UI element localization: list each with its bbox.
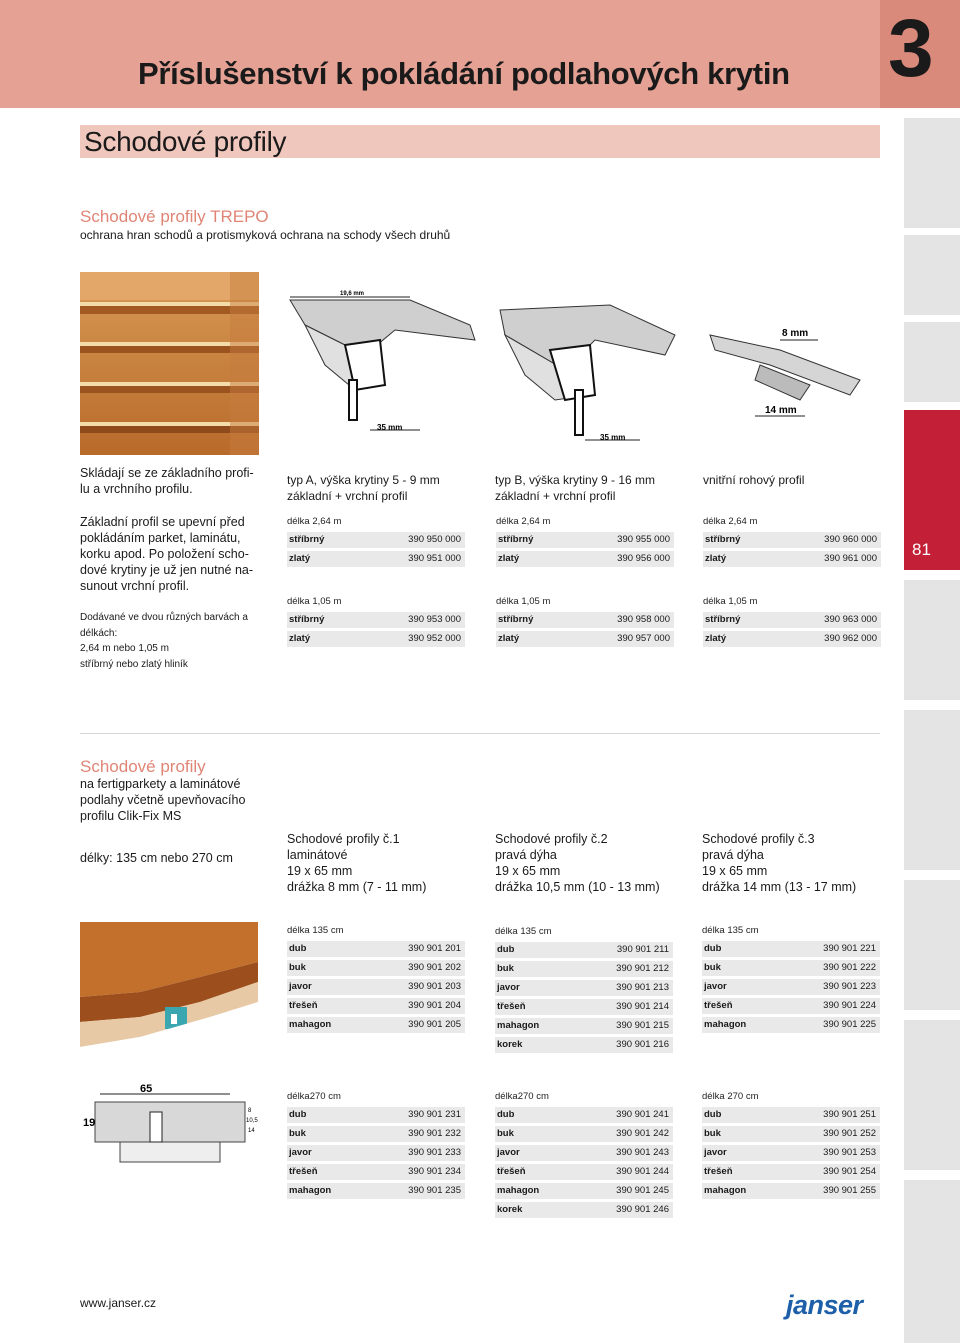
wood-name: buk bbox=[704, 962, 721, 973]
text-line: lu a vrchního profilu. bbox=[80, 482, 193, 496]
text-line: základní + vrchní profil bbox=[287, 489, 408, 503]
side-tab bbox=[904, 1180, 960, 1343]
article-code: 390 901 223 bbox=[823, 981, 876, 992]
chapter-number: 3 bbox=[888, 3, 934, 94]
text-line: sunout vrchní profil. bbox=[80, 579, 190, 593]
text-line: Schodové profily č.2 bbox=[495, 832, 608, 846]
length-label: délka 135 cm bbox=[287, 925, 344, 936]
length-label: délka 1,05 m bbox=[496, 596, 551, 607]
wood-name: třešeň bbox=[289, 1166, 318, 1177]
chapter-title: Příslušenství k pokládání podlahových krytin bbox=[138, 56, 790, 91]
table-row bbox=[495, 999, 673, 1015]
length-label: délka 135 cm bbox=[495, 926, 552, 937]
table-row bbox=[287, 612, 465, 628]
section-divider bbox=[80, 733, 880, 734]
wood-name: dub bbox=[497, 1109, 515, 1120]
table-row bbox=[495, 1145, 673, 1161]
trepo-intro bbox=[80, 465, 254, 497]
table-row bbox=[495, 942, 673, 958]
dim-label: 65 bbox=[140, 1083, 153, 1095]
text-line: Skládají se ze základního profi- bbox=[80, 466, 254, 480]
article-code: 390 901 216 bbox=[616, 1039, 669, 1050]
color-name: zlatý bbox=[498, 633, 520, 644]
article-code: 390 901 202 bbox=[408, 962, 461, 973]
color-name: zlatý bbox=[705, 553, 727, 564]
text-line: typ A, výška krytiny 5 - 9 mm bbox=[287, 473, 440, 487]
article-code: 390 901 203 bbox=[408, 981, 461, 992]
wood-name: třešeň bbox=[497, 1166, 526, 1177]
article-code: 390 901 224 bbox=[823, 1000, 876, 1011]
table-row bbox=[702, 979, 880, 995]
table-row bbox=[287, 1126, 465, 1142]
text-line: Schodové profily č.1 bbox=[287, 832, 400, 846]
color-name: stříbrný bbox=[289, 614, 325, 625]
table-row bbox=[287, 1145, 465, 1161]
wood-name: javor bbox=[704, 981, 727, 992]
table-row bbox=[287, 941, 465, 957]
table-row bbox=[702, 960, 880, 976]
article-code: 390 958 000 bbox=[617, 614, 670, 625]
color-name: stříbrný bbox=[705, 534, 741, 545]
text-line: stříbrný nebo zlatý hliník bbox=[80, 658, 188, 670]
side-tab bbox=[904, 710, 960, 870]
text-line: pravá dýha bbox=[702, 848, 764, 862]
table-270-profile-1 bbox=[287, 1087, 465, 1202]
color-name: stříbrný bbox=[498, 534, 534, 545]
profile-drawing-corner bbox=[700, 320, 880, 420]
text-line: drážka 8 mm (7 - 11 mm) bbox=[287, 880, 427, 894]
trepo-subtitle: ochrana hran schodů a protismyková ochrana na schody všech druhů bbox=[80, 228, 451, 242]
dim-label: 14 bbox=[248, 1128, 255, 1134]
text-line: laminátové bbox=[287, 848, 348, 862]
article-code: 390 901 232 bbox=[408, 1128, 461, 1139]
text-line: délkách: bbox=[80, 627, 118, 639]
table-row bbox=[496, 612, 674, 628]
side-tab bbox=[904, 118, 960, 228]
article-code: 390 951 000 bbox=[408, 553, 461, 564]
article-code: 390 901 241 bbox=[616, 1109, 669, 1120]
length-label: délka 2,64 m bbox=[703, 516, 758, 527]
article-code: 390 953 000 bbox=[408, 614, 461, 625]
article-code: 390 901 251 bbox=[823, 1109, 876, 1120]
table-row bbox=[703, 551, 881, 567]
wood-name: javor bbox=[497, 1147, 520, 1158]
side-tab bbox=[904, 235, 960, 315]
article-code: 390 901 233 bbox=[408, 1147, 461, 1158]
text-line: korku apod. Po položení scho- bbox=[80, 547, 249, 561]
article-code: 390 901 253 bbox=[823, 1147, 876, 1158]
wood-name: buk bbox=[289, 1128, 306, 1139]
article-code: 390 901 205 bbox=[408, 1019, 461, 1030]
table-135-profile-1 bbox=[287, 921, 465, 1036]
table-row bbox=[495, 1107, 673, 1123]
dim-label: 35 mm bbox=[377, 423, 403, 432]
side-tab bbox=[904, 580, 960, 700]
article-code: 390 901 235 bbox=[408, 1185, 461, 1196]
wood-profile-photo bbox=[80, 922, 258, 1072]
table-row bbox=[702, 998, 880, 1014]
article-code: 390 961 000 bbox=[824, 553, 877, 564]
table-row bbox=[287, 979, 465, 995]
clickfix-title: Schodové profily bbox=[80, 757, 206, 776]
table-row bbox=[702, 1183, 880, 1199]
table-row bbox=[495, 961, 673, 977]
table-row bbox=[703, 631, 881, 647]
text-line: 19 x 65 mm bbox=[495, 864, 561, 878]
col-a-heading bbox=[287, 472, 440, 504]
table-row bbox=[703, 532, 881, 548]
wood-name: mahagon bbox=[704, 1185, 747, 1196]
wood-name: dub bbox=[289, 943, 307, 954]
wood-name: třešeň bbox=[497, 1001, 526, 1012]
table-135-profile-3 bbox=[702, 921, 880, 1036]
article-code: 390 901 204 bbox=[408, 1000, 461, 1011]
text-line: na fertigparkety a laminátové bbox=[80, 777, 241, 791]
text-line: 19 x 65 mm bbox=[702, 864, 768, 878]
wood-name: mahagon bbox=[704, 1019, 747, 1030]
table-row bbox=[495, 1037, 673, 1053]
color-name: stříbrný bbox=[498, 614, 534, 625]
wood-name: buk bbox=[497, 963, 514, 974]
text-line: vnitřní rohový profil bbox=[703, 473, 805, 487]
color-name: zlatý bbox=[289, 553, 311, 564]
wood-name: dub bbox=[497, 944, 515, 955]
table-row bbox=[287, 532, 465, 548]
article-code: 390 901 221 bbox=[823, 943, 876, 954]
article-code: 390 901 222 bbox=[823, 962, 876, 973]
trepo-title: Schodové profily TREPO bbox=[80, 207, 269, 226]
article-code: 390 950 000 bbox=[408, 534, 461, 545]
trepo-table-corner-105 bbox=[703, 592, 881, 650]
col-b-heading bbox=[495, 472, 655, 504]
table-row bbox=[287, 1017, 465, 1033]
article-code: 390 955 000 bbox=[617, 534, 670, 545]
table-row bbox=[287, 960, 465, 976]
length-label: délka 2,64 m bbox=[287, 516, 342, 527]
article-code: 390 957 000 bbox=[617, 633, 670, 644]
article-code: 390 901 231 bbox=[408, 1109, 461, 1120]
trepo-table-b-105 bbox=[496, 592, 674, 650]
wood-name: třešeň bbox=[704, 1000, 733, 1011]
table-135-profile-2 bbox=[495, 922, 673, 1056]
article-code: 390 901 243 bbox=[616, 1147, 669, 1158]
profile-drawing-type-a bbox=[285, 285, 485, 440]
length-label: délka 135 cm bbox=[702, 925, 759, 936]
stairs-photo bbox=[80, 272, 259, 455]
wood-name: buk bbox=[704, 1128, 721, 1139]
text-line: typ B, výška krytiny 9 - 16 mm bbox=[495, 473, 656, 487]
article-code: 390 901 255 bbox=[823, 1185, 876, 1196]
color-name: zlatý bbox=[705, 633, 727, 644]
text-line: Základní profil se upevní před bbox=[80, 515, 245, 529]
table-row bbox=[703, 612, 881, 628]
article-code: 390 901 234 bbox=[408, 1166, 461, 1177]
article-code: 390 901 211 bbox=[616, 944, 669, 955]
trepo-table-a-105 bbox=[287, 592, 465, 650]
table-row bbox=[495, 1183, 673, 1199]
dim-label: 10,5 bbox=[246, 1118, 258, 1124]
page-number: 81 bbox=[912, 540, 931, 559]
color-name: stříbrný bbox=[705, 614, 741, 625]
wood-name: javor bbox=[704, 1147, 727, 1158]
table-row bbox=[702, 1126, 880, 1142]
text-line: Dodávané ve dvou různých barvách a bbox=[80, 612, 248, 623]
dim-label: 19,6 mm bbox=[340, 291, 365, 297]
color-name: stříbrný bbox=[289, 534, 325, 545]
color-name: zlatý bbox=[498, 553, 520, 564]
profile-drawing-type-b bbox=[495, 295, 695, 445]
table-row bbox=[287, 551, 465, 567]
table-row bbox=[287, 1164, 465, 1180]
wood-name: třešeň bbox=[704, 1166, 733, 1177]
length-label: délka 1,05 m bbox=[287, 596, 342, 607]
table-row bbox=[702, 1017, 880, 1033]
article-code: 390 901 254 bbox=[823, 1166, 876, 1177]
article-code: 390 901 212 bbox=[616, 963, 669, 974]
text-line: 2,64 m nebo 1,05 m bbox=[80, 643, 169, 654]
article-code: 390 901 215 bbox=[616, 1020, 669, 1031]
wood-name: korek bbox=[497, 1039, 523, 1050]
table-row bbox=[287, 1107, 465, 1123]
wood-name: javor bbox=[289, 1147, 312, 1158]
text-line: pravá dýha bbox=[495, 848, 557, 862]
wood-name: buk bbox=[289, 962, 306, 973]
table-row bbox=[702, 941, 880, 957]
text-line: drážka 10,5 mm (10 - 13 mm) bbox=[495, 880, 660, 894]
table-row bbox=[495, 1164, 673, 1180]
article-code: 390 960 000 bbox=[824, 534, 877, 545]
table-row bbox=[702, 1107, 880, 1123]
clickfix-subtitle bbox=[80, 776, 245, 824]
text-line: drážka 14 mm (13 - 17 mm) bbox=[702, 880, 857, 894]
wood-name: javor bbox=[289, 981, 312, 992]
wood-name: korek bbox=[497, 1204, 523, 1215]
wood-name: dub bbox=[289, 1109, 307, 1120]
article-code: 390 901 201 bbox=[408, 943, 461, 954]
length-label: délka 270 cm bbox=[702, 1091, 759, 1102]
article-code: 390 956 000 bbox=[617, 553, 670, 564]
wood-name: dub bbox=[704, 943, 722, 954]
wood-name: buk bbox=[497, 1128, 514, 1139]
wood-name: třešeň bbox=[289, 1000, 318, 1011]
dim-label: 8 bbox=[248, 1108, 252, 1114]
text-line: základní + vrchní profil bbox=[495, 489, 616, 503]
article-code: 390 901 245 bbox=[616, 1185, 669, 1196]
clickfix-lengths: délky: 135 cm nebo 270 cm bbox=[80, 851, 233, 865]
wood-name: mahagon bbox=[289, 1019, 332, 1030]
table-row bbox=[702, 1164, 880, 1180]
side-tab bbox=[904, 880, 960, 1010]
table-row bbox=[287, 631, 465, 647]
table-row bbox=[495, 1202, 673, 1218]
table-row bbox=[496, 532, 674, 548]
profile-2-desc bbox=[495, 831, 660, 895]
profile-1-desc bbox=[287, 831, 426, 895]
text-line: podlahy včetně upevňovacího bbox=[80, 793, 246, 807]
text-line: dové krytiny je už jen nutné na- bbox=[80, 563, 254, 577]
article-code: 390 963 000 bbox=[824, 614, 877, 625]
table-row bbox=[496, 631, 674, 647]
section-title: Schodové profily bbox=[84, 126, 287, 157]
table-row bbox=[495, 1018, 673, 1034]
dim-label: 14 mm bbox=[765, 405, 797, 416]
col-corner-heading bbox=[703, 472, 804, 488]
trepo-table-a-264 bbox=[287, 512, 465, 570]
article-code: 390 901 213 bbox=[616, 982, 669, 993]
table-row bbox=[496, 551, 674, 567]
length-label: délka270 cm bbox=[287, 1091, 341, 1102]
article-code: 390 952 000 bbox=[408, 633, 461, 644]
trepo-table-corner-264 bbox=[703, 512, 881, 570]
table-270-profile-2 bbox=[495, 1087, 673, 1221]
article-code: 390 962 000 bbox=[824, 633, 877, 644]
text-line: profilu Clik-Fix MS bbox=[80, 809, 182, 823]
trepo-note bbox=[80, 610, 248, 672]
wood-name: mahagon bbox=[289, 1185, 332, 1196]
trepo-description bbox=[80, 514, 253, 594]
trepo-table-b-264 bbox=[496, 512, 674, 570]
profile-cross-section-drawing bbox=[80, 1082, 260, 1167]
dim-label: 8 mm bbox=[782, 328, 809, 339]
text-line: 19 x 65 mm bbox=[287, 864, 353, 878]
wood-name: mahagon bbox=[497, 1020, 540, 1031]
wood-name: javor bbox=[497, 982, 520, 993]
table-row bbox=[495, 980, 673, 996]
wood-name: mahagon bbox=[497, 1185, 540, 1196]
length-label: délka 2,64 m bbox=[496, 516, 551, 527]
dim-label: 19 bbox=[83, 1117, 96, 1129]
article-code: 390 901 252 bbox=[823, 1128, 876, 1139]
article-code: 390 901 246 bbox=[616, 1204, 669, 1215]
table-row bbox=[287, 1183, 465, 1199]
table-row bbox=[287, 998, 465, 1014]
dim-label: 35 mm bbox=[600, 433, 626, 442]
table-270-profile-3 bbox=[702, 1087, 880, 1202]
color-name: zlatý bbox=[289, 633, 311, 644]
side-tab bbox=[904, 322, 960, 402]
text-line: Schodové profily č.3 bbox=[702, 832, 815, 846]
profile-3-desc bbox=[702, 831, 856, 895]
length-label: délka 1,05 m bbox=[703, 596, 758, 607]
article-code: 390 901 225 bbox=[823, 1019, 876, 1030]
table-row bbox=[495, 1126, 673, 1142]
article-code: 390 901 242 bbox=[616, 1128, 669, 1139]
wood-name: dub bbox=[704, 1109, 722, 1120]
length-label: délka270 cm bbox=[495, 1091, 549, 1102]
janser-logo: janser bbox=[786, 1290, 863, 1320]
article-code: 390 901 214 bbox=[616, 1001, 669, 1012]
side-tab bbox=[904, 1020, 960, 1170]
text-line: pokládáním parket, laminátu, bbox=[80, 531, 241, 545]
footer-url[interactable]: www.janser.cz bbox=[80, 1296, 157, 1310]
article-code: 390 901 244 bbox=[616, 1166, 669, 1177]
table-row bbox=[702, 1145, 880, 1161]
